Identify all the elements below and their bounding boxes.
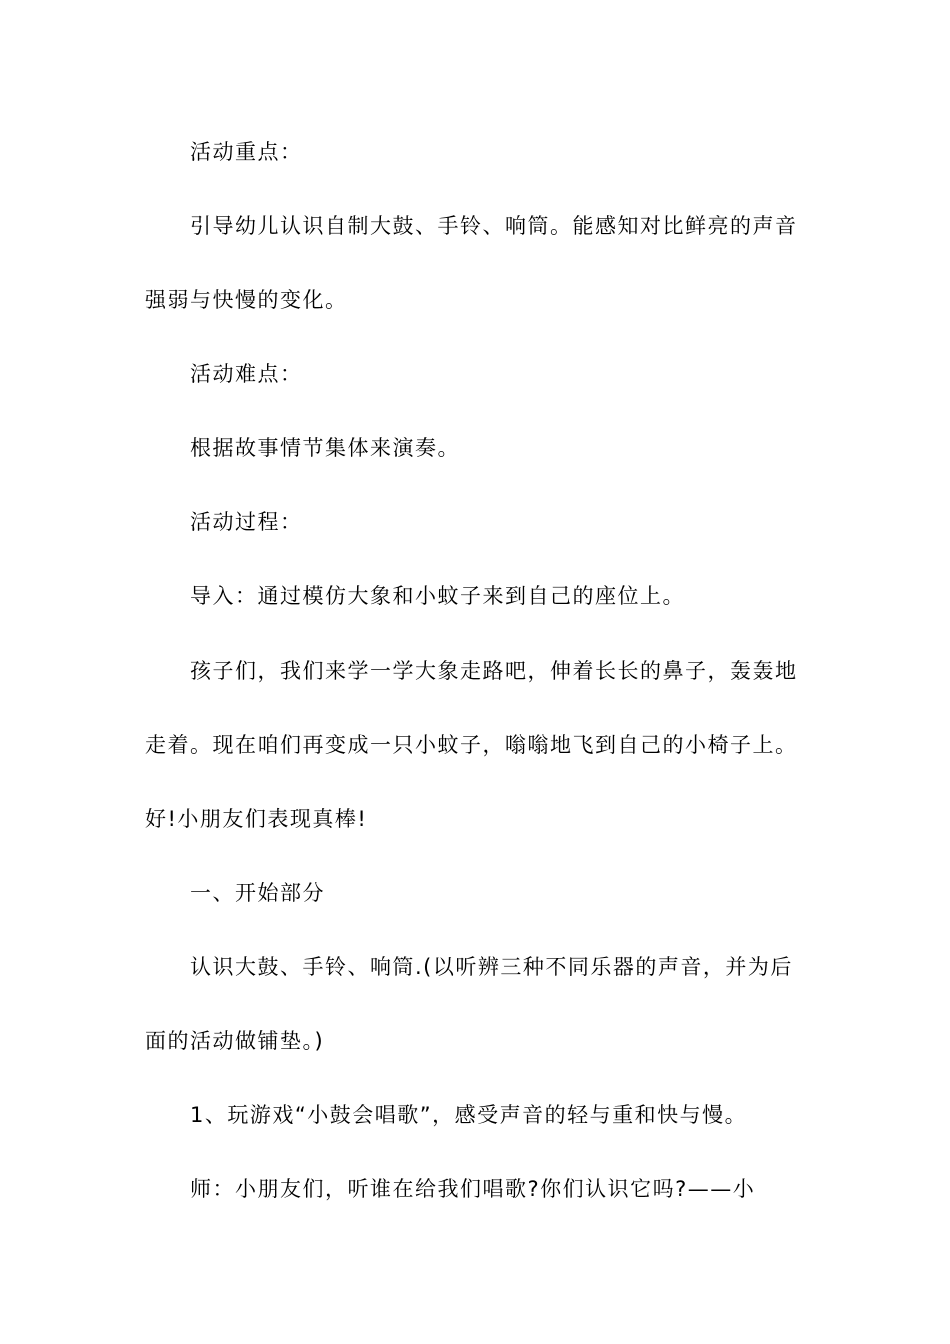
section-heading: 一、开始部分 [190,881,325,905]
paragraph-line: 孩子们，我们来学一学大象走路吧，伸着长长的鼻子，轰轰地 [190,659,798,683]
paragraph-line: 导入：通过模仿大象和小蚊子来到自己的座位上。 [190,584,685,608]
paragraph-line: 认识大鼓、手铃、响筒.(以听辨三种不同乐器的声音，并为后 [190,955,793,979]
paragraph-line: 好!小朋友们表现真棒! [145,807,368,831]
paragraph-line: 1、玩游戏“小鼓会唱歌”，感受声音的轻与重和快与慢。 [190,1103,748,1127]
paragraph-line: 面的活动做铺垫。) [145,1029,325,1053]
paragraph-line: 引导幼儿认识自制大鼓、手铃、响筒。能感知对比鲜亮的声音 [190,214,798,238]
heading-activity-process: 活动过程： [190,510,303,534]
paragraph-line: 根据故事情节集体来演奏。 [190,436,460,460]
paragraph-line: 师：小朋友们，听谁在给我们唱歌?你们认识它吗?——小 [190,1177,756,1201]
heading-activity-focus: 活动重点： [190,140,303,164]
paragraph-line: 强弱与快慢的变化。 [145,288,348,312]
paragraph-line: 走着。现在咱们再变成一只小蚊子，嗡嗡地飞到自己的小椅子上。 [145,733,798,757]
heading-activity-difficulty: 活动难点： [190,362,303,386]
